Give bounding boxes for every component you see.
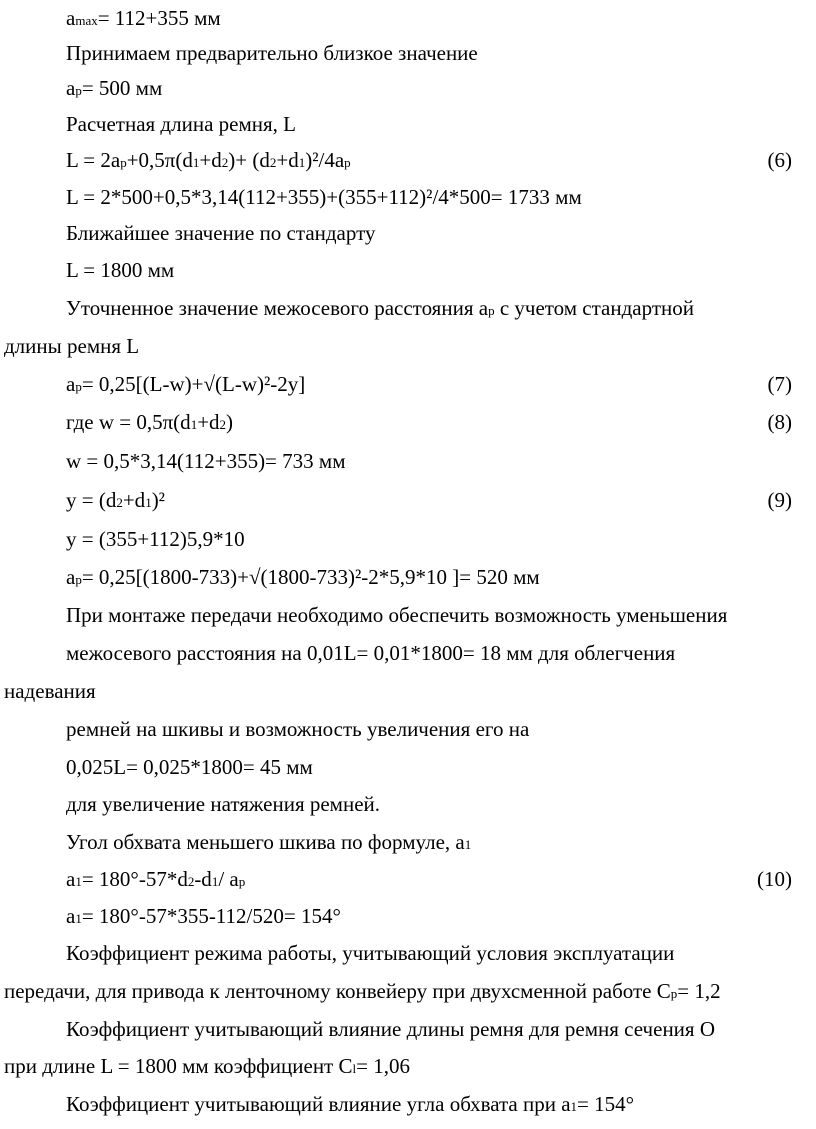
paragraph-line: для увеличение натяжения ремней. (66, 792, 381, 816)
paragraph-line: Угол обхвата меньшего шкива по формуле, a1 (66, 830, 472, 854)
formula-belt-length: L = 2ap+0,5π(d1+d2)+ (d2+d1)²/4ap (66, 148, 351, 172)
formula-ap-value: ap= 500 мм (66, 76, 163, 100)
calculation-line: L = 2*500+0,5*3,14(112+355)+(355+112)²/4*500= 1733 мм (66, 185, 582, 209)
equation-number: (7) (767, 372, 792, 396)
formula-w: где w = 0,5π(d1+d2) (66, 410, 234, 434)
equation-number: (8) (767, 410, 792, 434)
formula-y: y = (d2+d1)² (66, 488, 165, 512)
equation-number: (6) (767, 148, 792, 172)
paragraph-line: Коэффициент режима работы, учитывающий условия эксплуатации (66, 941, 675, 965)
formula-center-distance: ap= 0,25[(L-w)+√(L-w)²-2y] (66, 372, 306, 396)
paragraph-line: Расчетная длина ремня, L (66, 112, 296, 136)
paragraph-line: передачи, для привода к ленточному конвейеру при двухсменной работе Cp= 1,2 (4, 979, 721, 1003)
calculation-line: w = 0,5*3,14(112+355)= 733 мм (66, 449, 346, 473)
paragraph-line: надевания (4, 679, 96, 703)
paragraph-line: Ближайшее значение по стандарту (66, 221, 376, 245)
calculation-line: L = 1800 мм (66, 258, 175, 282)
paragraph-line: Уточненное значение межосевого расстояния ap с учетом стандартной (66, 296, 695, 320)
paragraph-line: ремней на шкивы и возможность увеличения его на (66, 717, 530, 741)
paragraph-line: Коэффициент учитывающий влияние угла обхвата при a1= 154° (66, 1092, 635, 1116)
paragraph-line: Коэффициент учитывающий влияние длины ремня для ремня сечения О (66, 1017, 715, 1041)
calculation-line: ap= 0,25[(1800-733)+√(1800-733)²-2*5,9*10 ]= 520 мм (66, 565, 540, 589)
calculation-line: a1= 180°-57*355-112/520= 154° (66, 904, 341, 928)
formula-a-max: amax= 112+355 мм (66, 6, 221, 30)
calculation-line: y = (355+112)5,9*10 (66, 527, 245, 551)
paragraph-line: межосевого расстояния на 0,01L= 0,01*1800= 18 мм для облегчения (66, 641, 676, 665)
paragraph-line: длины ремня L (4, 334, 140, 358)
equation-number: (9) (767, 488, 792, 512)
formula-wrap-angle: a1= 180°-57*d2-d1/ ap (66, 867, 246, 891)
paragraph-line: Принимаем предварительно близкое значение (66, 41, 478, 65)
equation-number: (10) (757, 867, 792, 891)
paragraph-line: при длине L = 1800 мм коэффициент Cl= 1,06 (4, 1054, 410, 1078)
paragraph-line: При монтаже передачи необходимо обеспечить возможность уменьшения (66, 603, 728, 627)
calculation-line: 0,025L= 0,025*1800= 45 мм (66, 755, 313, 779)
